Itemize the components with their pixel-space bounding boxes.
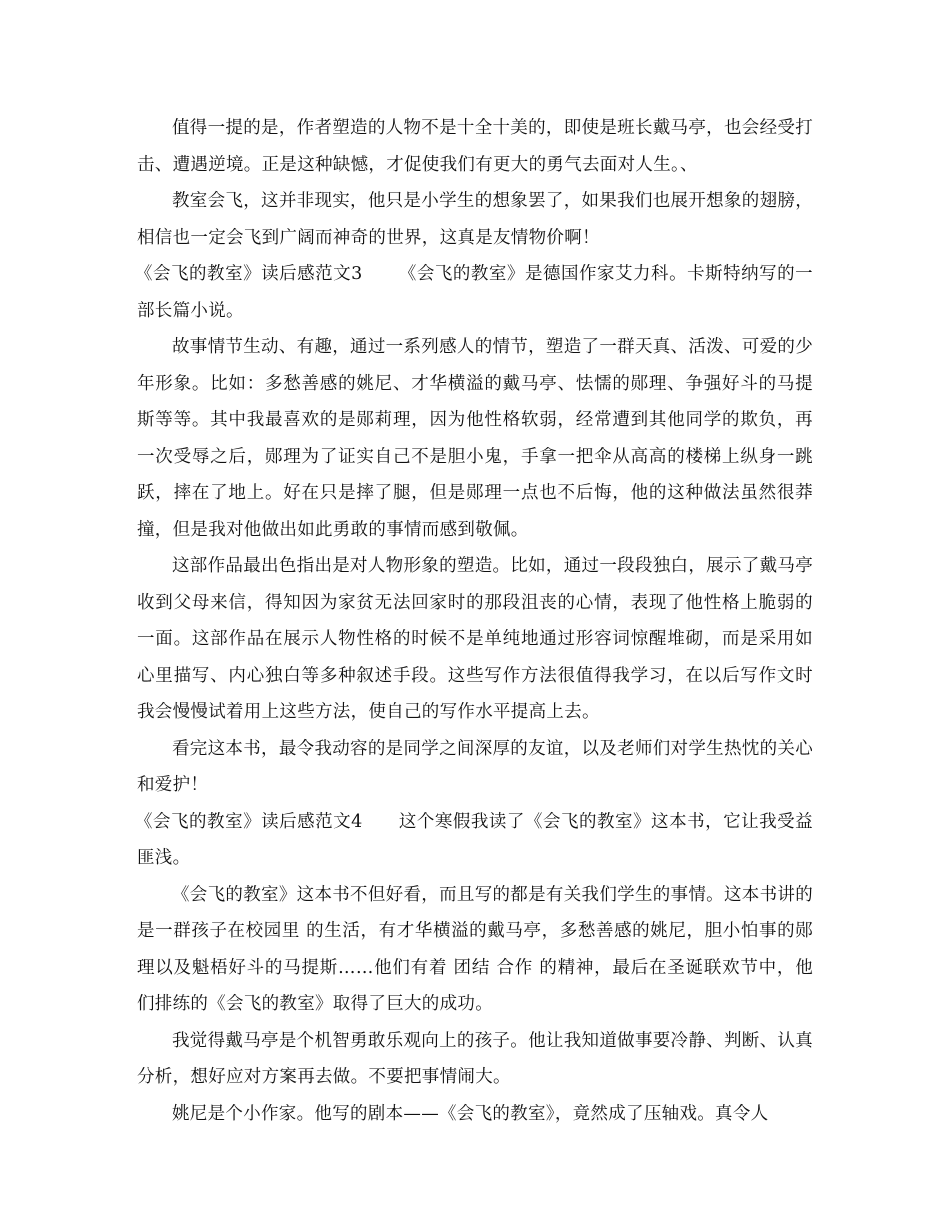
section-heading: 《会飞的教室》读后感范文4 (135, 811, 363, 832)
paragraph: 姚尼是个小作家。他写的剧本——《会飞的教室》，竟然成了压轴戏。真令人 (172, 1103, 769, 1124)
paragraph: 故事情节生动、有趣，通过一系列感人的情节，塑造了一群天真、活泼、可爱的少年形象。比如：多愁善感的姚尼、才华横溢的戴马亭、怯懦的郧理、争强好斗的马提斯等等。其中我最喜欢的是郧莉理，因为他性格软弱，经常遭到其他同学的欺负，再一次受辱之后，郧理为了证实自己不是胆小鬼，手拿一把伞从高高的楼梯上纵身一跳跃，摔在了地上。好在只是摔了腿，但是郧理一点也不后悔，他的这种做法虽然很莽撞，但是我对他做出如此勇敢的事情而感到敬佩。 (137, 337, 813, 540)
document-page (137, 110, 813, 1132)
paragraph-text: 《会飞的教室》是德国作家艾力科。卡斯特纳写的一部长篇小说。 (137, 264, 813, 321)
paragraph: 这部作品最出色指出是对人物形象的塑造。比如，通过一段段独白，展示了戴马亭收到父母来信，得知因为家贫无法回家时的那段沮丧的心情，表现了他性格上脆弱的一面。这部作品在展示人物性格的时候不是单纯地通过形容词惊醒堆砌，而是采用如心里描写、内心独白等多种叙述手段。这些写作方法很值得我学习，在以后写作文时我会慢慢试着用上这些方法，使自己的写作水平提高上去。 (137, 556, 813, 722)
paragraph: 看完这本书，最令我动容的是同学之间深厚的友谊，以及老师们对学生热忱的关心和爱护！ (137, 738, 813, 795)
paragraph: 教室会飞，这并非现实，他只是小学生的想象罢了，如果我们也展开想象的翅膀，相信也一定会飞到广阔而神奇的世界，这真是友情物价啊！ (137, 191, 813, 248)
paragraph: 《会飞的教室》这本书不但好看，而且写的都是有关我们学生的事情。这本书讲的是一群孩子在校园里 的生活，有才华横溢的戴马亭，多愁善感的姚尼，胆小怕事的郧理以及魁梧好斗的马提斯……他们有着 团结 合作 的精神，最后在圣诞联欢节中，他们排练的《会飞的教室》取得了巨大的成功。 (137, 884, 813, 1014)
paragraph-text: 这个寒假我读了《会飞的教室》这本书，它让我受益匪浅。 (137, 811, 813, 868)
paragraph: 我觉得戴马亭是个机智勇敢乐观向上的孩子。他让我知道做事要冷静、判断、认真分析，想好应对方案再去做。不要把事情闹大。 (137, 1030, 813, 1087)
section-heading-paragraph (137, 804, 813, 877)
paragraph: 值得一提的是，作者塑造的人物不是十全十美的，即使是班长戴马亭，也会经受打击、遭遇逆境。正是这种缺憾，才促使我们有更大的勇气去面对人生。、 (137, 118, 813, 175)
section-heading: 《会飞的教室》读后感范文3 (135, 264, 363, 284)
section-heading-paragraph (137, 256, 813, 329)
